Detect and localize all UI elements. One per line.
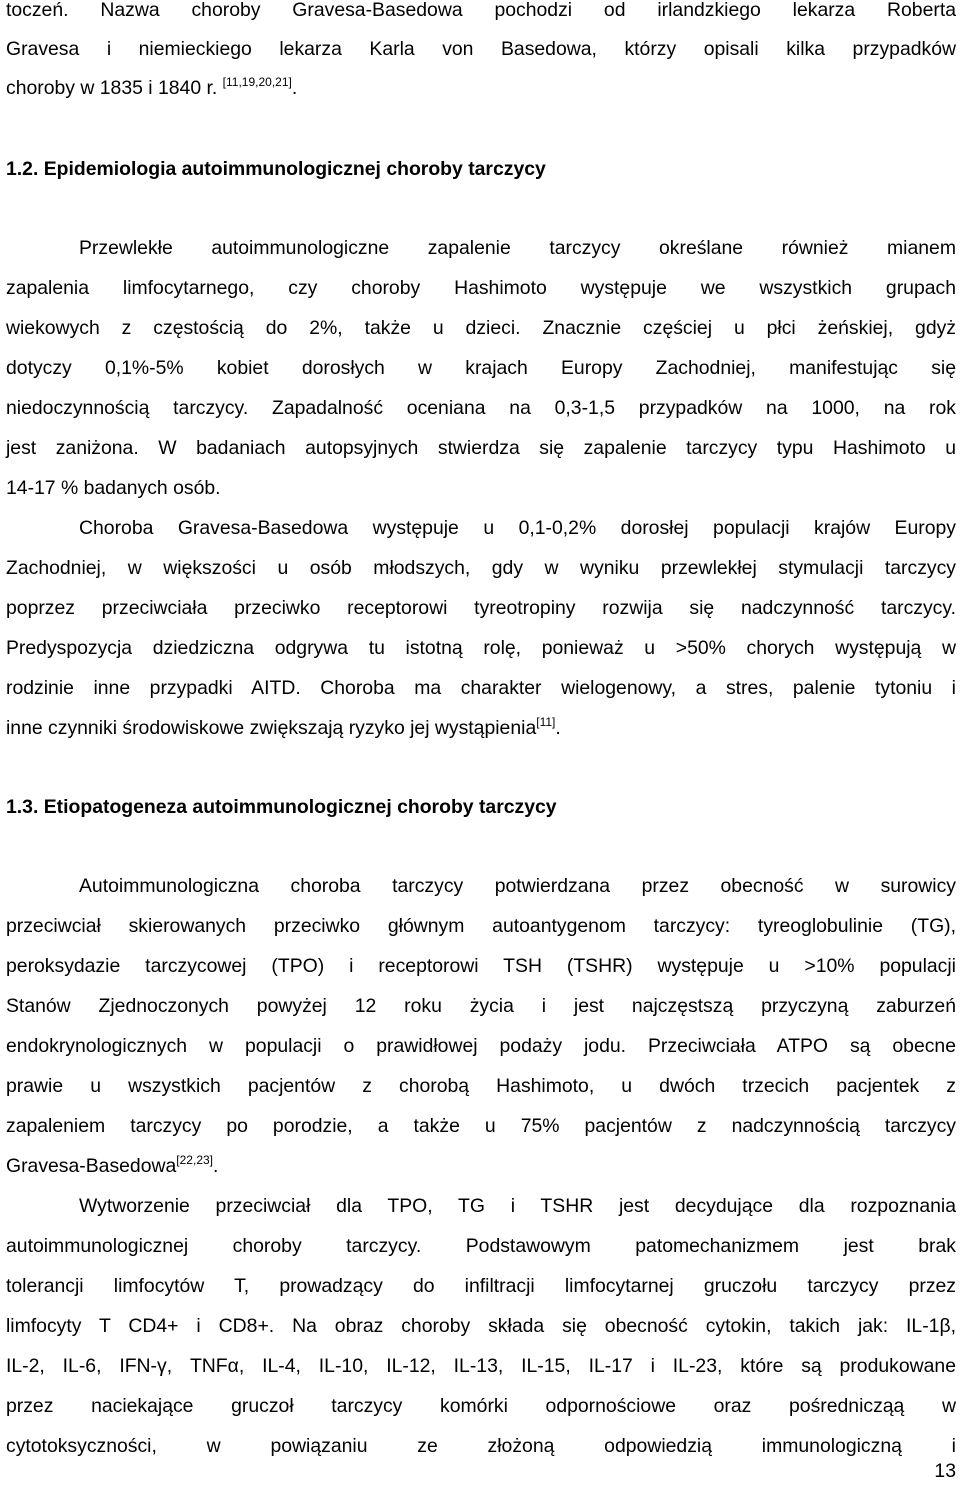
paragraph-line: tolerancji limfocytów T, prowadzący do infiltracji limfocytarnej gruczołu tarczycy przez [6, 1275, 956, 1297]
paragraph-line: zapaleniem tarczycy po porodzie, a także u 75% pacjentów z nadczynnością tarczycy [6, 1115, 956, 1137]
paragraph-line: endokrynologicznych w populacji o prawidłowej podaży jodu. Przeciwciała ATPO są obecne [6, 1035, 956, 1057]
paragraph-line: Stanów Zjednoczonych powyżej 12 roku życia i jest najczęstszą przyczyną zaburzeń [6, 995, 956, 1017]
page-number: 13 [934, 1460, 956, 1482]
paragraph-line-last: inne czynniki środowiskowe zwiększają ryzyko jej wystąpienia[11]. [6, 715, 561, 739]
paragraph-line: Choroba Gravesa-Basedowa występuje u 0,1-0,2% dorosłej populacji krajów Europy [79, 517, 956, 539]
paragraph-line: peroksydazie tarczycowej (TPO) i receptorowi TSH (TSHR) występuje u >10% populacji [6, 955, 956, 977]
paragraph-line: autoimmunologicznej choroby tarczycy. Podstawowym patomechanizmem jest brak [6, 1235, 956, 1257]
section-heading: 1.3. Etiopatogeneza autoimmunologicznej choroby tarczycy [6, 796, 557, 818]
paragraph-line: IL-2, IL-6, IFN-γ, TNFα, IL-4, IL-10, IL-12, IL-13, IL-15, IL-17 i IL-23, które są produkowane [6, 1355, 956, 1377]
paragraph-line: rodzinie inne przypadki AITD. Choroba ma charakter wielogenowy, a stres, palenie tytoniu i [6, 677, 956, 699]
paragraph-line: prawie u wszystkich pacjentów z chorobą Hashimoto, u dwóch trzecich pacjentek z [6, 1075, 956, 1097]
paragraph-line: Autoimmunologiczna choroba tarczycy potwierdzana przez obecność w surowicy [79, 875, 956, 897]
paragraph-line: niedoczynnością tarczycy. Zapadalność oceniana na 0,3-1,5 przypadków na 1000, na rok [6, 397, 956, 419]
paragraph-line-last: Gravesa-Basedowa[22,23]. [6, 1153, 219, 1177]
paragraph-line: Predyspozycja dziedziczna odgrywa tu istotną rolę, ponieważ u >50% chorych występują w [6, 637, 956, 659]
paragraph-line: Wytworzenie przeciwciał dla TPO, TG i TSHR jest decydujące dla rozpoznania [79, 1195, 956, 1217]
paragraph-line: Przewlekłe autoimmunologiczne zapalenie tarczycy określane również mianem [79, 237, 956, 259]
intro-line: Gravesa i niemieckiego lekarza Karla von Basedowa, którzy opisali kilka przypadków [6, 38, 956, 60]
section-heading: 1.2. Epidemiologia autoimmunologicznej choroby tarczycy [6, 158, 546, 180]
paragraph-line: dotyczy 0,1%-5% kobiet dorosłych w krajach Europy Zachodniej, manifestując się [6, 357, 956, 379]
paragraph-line: Zachodniej, w większości u osób młodszych, gdy w wyniku przewlekłej stymulacji tarczycy [6, 557, 956, 579]
citation: [11,19,20,21] [222, 75, 292, 89]
citation: [22,23] [176, 1153, 213, 1167]
paragraph-line: wiekowych z częstością do 2%, także u dzieci. Znacznie częściej u płci żeńskiej, gdyż [6, 317, 956, 339]
paragraph-line: przez naciekające gruczoł tarczycy komórki odpornościowe oraz pośrednicząą w [6, 1395, 956, 1417]
intro-line: toczeń. Nazwa choroby Gravesa-Basedowa pochodzi od irlandzkiego lekarza Roberta [6, 0, 956, 21]
citation: [11] [536, 715, 556, 729]
intro-line-last: choroby w 1835 i 1840 r. [11,19,20,21]. [6, 75, 298, 99]
paragraph-line: przeciwciał skierowanych przeciwko głównym autoantygenom tarczycy: tyreoglobulinie (TG), [6, 915, 956, 937]
paragraph-line: cytotoksyczności, w powiązaniu ze złożoną odpowiedzią immunologiczną i [6, 1435, 956, 1457]
paragraph-line: zapalenia limfocytarnego, czy choroby Hashimoto występuje we wszystkich grupach [6, 277, 956, 299]
paragraph-line: 14-17 % badanych osób. [6, 477, 221, 499]
paragraph-line: poprzez przeciwciała przeciwko receptorowi tyreotropiny rozwija się nadczynność tarczycy. [6, 597, 956, 619]
paragraph-line: jest zaniżona. W badaniach autopsyjnych stwierdza się zapalenie tarczycy typu Hashimoto u [6, 437, 956, 459]
paragraph-line: limfocyty T CD4+ i CD8+. Na obraz choroby składa się obecność cytokin, takich jak: IL-1β, [6, 1315, 956, 1337]
